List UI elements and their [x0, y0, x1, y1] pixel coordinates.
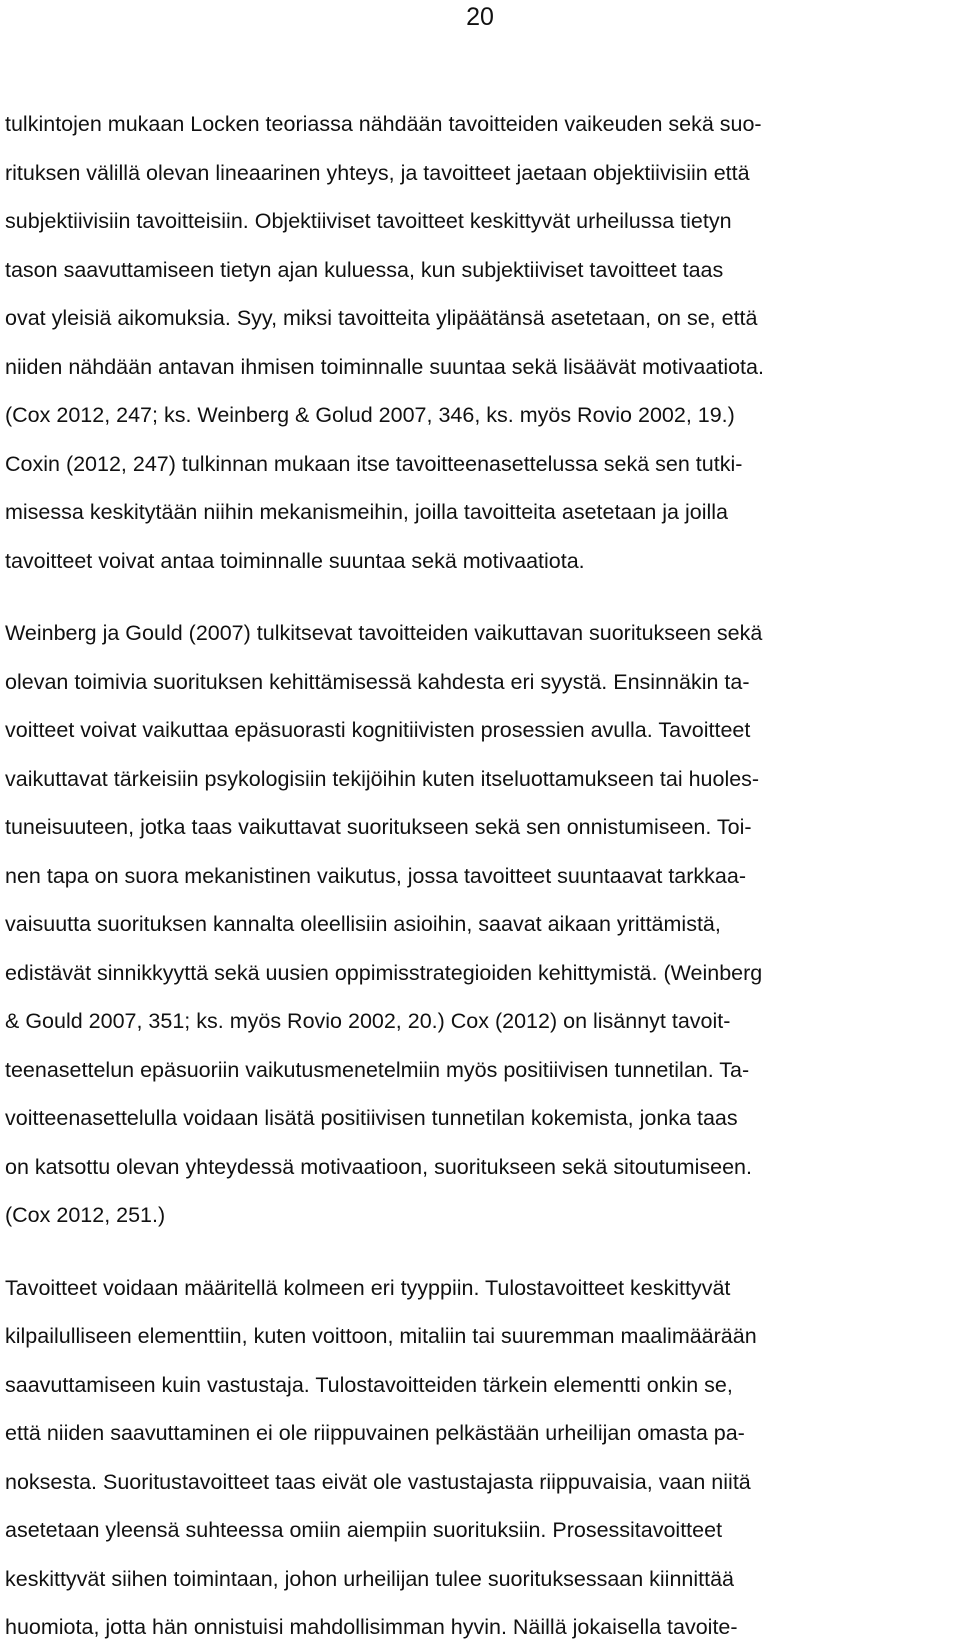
page-number: 20: [466, 3, 494, 31]
body-text: [5, 100, 950, 1652]
paragraph-goal-theory: tulkintojen mukaan Locken teoriassa nähdään tavoitteiden vaikeuden sekä suo- rituksen välillä olevan lineaarinen yhteys, ja tavoitteet jaetaan objektiivisiin että subjektiivisiin tavoitteisiin. Objektiiviset tavoitteet keskittyvät urheilussa tietyn tason saavuttamiseen tietyn ajan kuluessa, kun subjektiiviset tavoitteet taas ovat yleisiä aikomuksia. Syy, miksi tavoitteita ylipäätänsä asetetaan, on se, että niiden nähdään antavan ihmisen toiminnalle suuntaa sekä lisäävät motivaatiota. (Cox 2012, 247; ks. Weinberg & Golud 2007, 346, ks. myös Rovio 2002, 19.) Coxin (2012, 247) tulkinnan mukaan itse tavoitteenasettelussa sekä sen tutki- misessa keskitytään niihin mekanismeihin, joilla tavoitteita asetetaan ja joilla tavoitteet voivat antaa toiminnalle suuntaa sekä motivaatiota.: [5, 112, 764, 573]
paragraph-goal-types: Tavoitteet voidaan määritellä kolmeen eri tyyppiin. Tulostavoitteet keskittyvät kilpailulliseen elementtiin, kuten voittoon, mitaliin tai suuremman maalimäärään saavuttamiseen kuin vastustaja. Tulostavoitteiden tärkein elementti onkin se, että niiden saavuttaminen ei ole riippuvainen pelkästään urheilijan omasta pa- noksesta. Suoritustavoitteet taas eivät ole vastustajasta riippuvaisia, vaan niitä asetetaan yleensä suhteessa omiin aiempiin suorituksiin. Prosessitavoitteet keskittyvät siihen toimintaan, johon urheilijan tulee suorituksessaan kiinnittää huomiota, jotta hän onnistuisi mahdollisimman hyvin. Näillä jokaisella tavoite-: [5, 1275, 757, 1639]
paragraph-goal-effects: Weinberg ja Gould (2007) tulkitsevat tavoitteiden vaikuttavan suoritukseen sekä olevan toimivia suorituksen kehittämisessä kahdesta eri syystä. Ensinnäkin ta- voitteet voivat vaikuttaa epäsuorasti kognitiivisten prosessien avulla. Tavoitteet vaikuttavat tärkeisiin psykologisiin tekijöihin kuten itseluottamukseen tai huoles- tuneisuuteen, jotka taas vaikuttavat suoritukseen sekä sen onnistumiseen. Toi- nen tapa on suora mekanistinen vaikutus, jossa tavoitteet suuntaavat tarkkaa- vaisuutta suorituksen kannalta oleellisiin asioihin, saavat aikaan yrittämistä, edistävät sinnikkyyttä sekä uusien oppimisstrategioiden kehittymistä. (Weinberg & Gould 2007, 351; ks. myös Rovio 2002, 20.) Cox (2012) on lisännyt tavoit- teenasettelun epäsuoriin vaikutusmenetelmiin myös positiivisen tunnetilan. Ta- voitteenasettelulla voidaan lisätä positiivisen tunnetilan kokemista, jonka taas on katsottu olevan yhteydessä motivaatioon, suoritukseen sekä sitoutumiseen. (Cox 2012, 251.): [5, 621, 763, 1227]
